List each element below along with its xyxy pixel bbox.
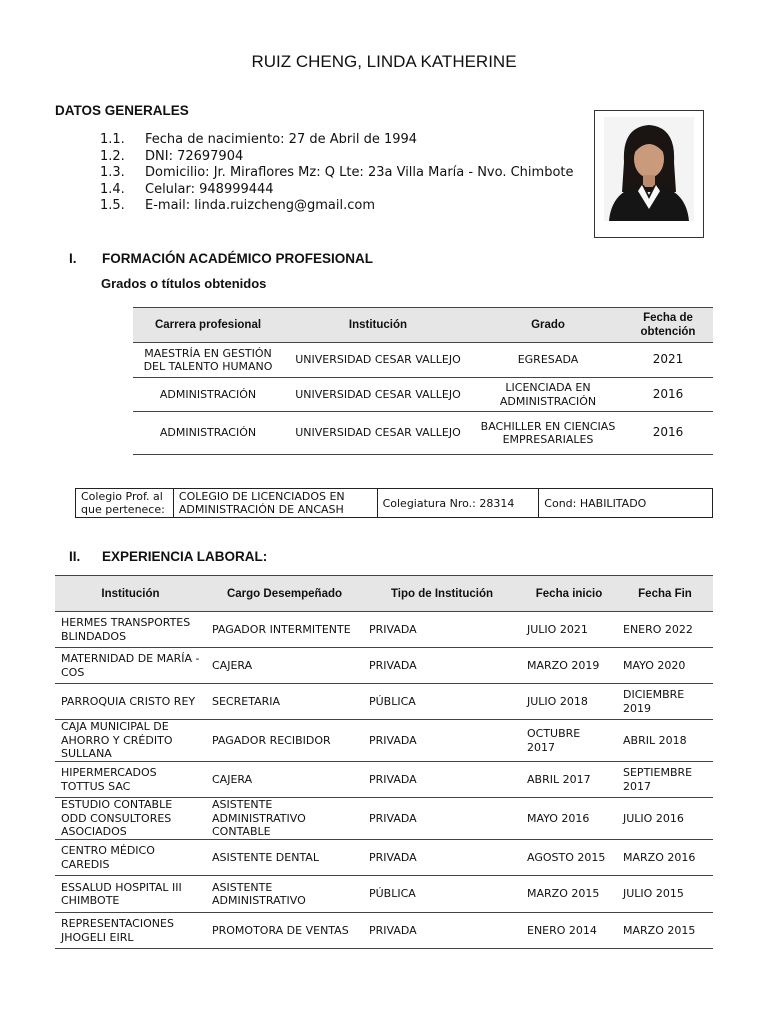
column-header: Tipo de Institución bbox=[363, 576, 521, 612]
table-cell: ADMINISTRACIÓN bbox=[133, 378, 283, 412]
table-cell: JULIO 2018 bbox=[521, 684, 617, 720]
table-row bbox=[55, 913, 713, 949]
table-cell: UNIVERSIDAD CESAR VALLEJO bbox=[283, 378, 473, 412]
table-cell: 2016 bbox=[623, 378, 713, 412]
table-cell: MAYO 2020 bbox=[617, 648, 713, 684]
table-cell: ENERO 2022 bbox=[617, 612, 713, 648]
table-cell: PÚBLICA bbox=[363, 876, 521, 913]
experiencia-heading: EXPERIENCIA LABORAL: bbox=[102, 549, 268, 564]
table-cell: PRIVADA bbox=[363, 720, 521, 762]
table-cell: ASISTENTE ADMINISTRATIVO bbox=[206, 876, 363, 913]
table-cell: PÚBLICA bbox=[363, 684, 521, 720]
datos-generales-heading: DATOS GENERALES bbox=[55, 103, 189, 118]
table-row bbox=[55, 798, 713, 840]
table-cell: CAJERA bbox=[206, 648, 363, 684]
table-cell: HERMES TRANSPORTES BLINDADOS bbox=[55, 612, 206, 648]
list-item: 1.5. E-mail: linda.ruizcheng@gmail.com bbox=[100, 198, 375, 214]
experiencia-table bbox=[55, 575, 713, 949]
table-cell: ABRIL 2018 bbox=[617, 720, 713, 762]
table-cell: ASISTENTE DENTAL bbox=[206, 840, 363, 876]
table-cell: ABRIL 2017 bbox=[521, 762, 617, 798]
table-cell: EGRESADA bbox=[473, 343, 623, 378]
cv-name: RUIZ CHENG, LINDA KATHERINE bbox=[251, 52, 517, 71]
table-cell: MARZO 2015 bbox=[617, 913, 713, 949]
table-cell: PRIVADA bbox=[363, 840, 521, 876]
colegio-condicion: Cond: HABILITADO bbox=[539, 489, 713, 518]
table-cell: AGOSTO 2015 bbox=[521, 840, 617, 876]
column-header: Fecha Fin bbox=[617, 576, 713, 612]
colegio-name: COLEGIO DE LICENCIADOS EN ADMINISTRACIÓN DE ANCASH bbox=[173, 489, 377, 518]
table-row bbox=[55, 612, 713, 648]
colegio-label: Colegio Prof. al que pertenece: bbox=[76, 489, 174, 518]
table-cell: PRIVADA bbox=[363, 913, 521, 949]
column-header: Carrera profesional bbox=[133, 308, 283, 343]
table-cell: MARZO 2015 bbox=[521, 876, 617, 913]
table-cell: JULIO 2016 bbox=[617, 798, 713, 840]
table-cell: MAYO 2016 bbox=[521, 798, 617, 840]
grados-subheading: Grados o títulos obtenidos bbox=[101, 276, 267, 291]
table-cell: SECRETARIA bbox=[206, 684, 363, 720]
table-cell: SEPTIEMBRE 2017 bbox=[617, 762, 713, 798]
portrait-image bbox=[604, 117, 694, 233]
table-cell: HIPERMERCADOS TOTTUS SAC bbox=[55, 762, 206, 798]
table-cell: CAJA MUNICIPAL DE AHORRO Y CRÉDITO SULLANA bbox=[55, 720, 206, 762]
table-cell: PROMOTORA DE VENTAS bbox=[206, 913, 363, 949]
table-row bbox=[55, 684, 713, 720]
table-cell: PAGADOR INTERMITENTE bbox=[206, 612, 363, 648]
colegiatura-number: Colegiatura Nro.: 28314 bbox=[377, 489, 539, 518]
table-cell: MATERNIDAD DE MARÍA - COS bbox=[55, 648, 206, 684]
table-cell: MARZO 2019 bbox=[521, 648, 617, 684]
table-row bbox=[55, 840, 713, 876]
table-cell: LICENCIADA EN ADMINISTRACIÓN bbox=[473, 378, 623, 412]
list-item: 1.4. Celular: 948999444 bbox=[100, 181, 274, 197]
formacion-heading: FORMACIÓN ACADÉMICO PROFESIONAL bbox=[102, 251, 373, 266]
table-cell: DICIEMBRE 2019 bbox=[617, 684, 713, 720]
list-item: 1.3. Domicilio: Jr. Miraflores Mz: Q Lte: 23a Villa María - Nvo. Chimbote bbox=[100, 165, 574, 181]
column-header: Institución bbox=[55, 576, 206, 612]
table-cell: ESSALUD HOSPITAL III CHIMBOTE bbox=[55, 876, 206, 913]
column-header: Institución bbox=[283, 308, 473, 343]
table-cell: CAJERA bbox=[206, 762, 363, 798]
table-cell: PRIVADA bbox=[363, 762, 521, 798]
column-header: Fecha inicio bbox=[521, 576, 617, 612]
table-row bbox=[55, 876, 713, 913]
table-row bbox=[55, 720, 713, 762]
table-header-row bbox=[55, 576, 713, 612]
table-cell: OCTUBRE 2017 bbox=[521, 720, 617, 762]
table-cell: REPRESENTACIONES JHOGELI EIRL bbox=[55, 913, 206, 949]
column-header: Grado bbox=[473, 308, 623, 343]
table-row bbox=[133, 378, 713, 412]
table-row bbox=[133, 412, 713, 455]
table-header-row bbox=[133, 308, 713, 343]
list-item: 1.2. DNI: 72697904 bbox=[100, 148, 244, 164]
table-cell: 2016 bbox=[623, 412, 713, 455]
table-row bbox=[133, 343, 713, 378]
table-cell: PRIVADA bbox=[363, 648, 521, 684]
table-cell: PAGADOR RECIBIDOR bbox=[206, 720, 363, 762]
table-cell: PARROQUIA CRISTO REY bbox=[55, 684, 206, 720]
table-cell: PRIVADA bbox=[363, 798, 521, 840]
table-cell: BACHILLER EN CIENCIAS EMPRESARIALES bbox=[473, 412, 623, 455]
table-cell: UNIVERSIDAD CESAR VALLEJO bbox=[283, 343, 473, 378]
column-header: Cargo Desempeñado bbox=[206, 576, 363, 612]
table-cell: PRIVADA bbox=[363, 612, 521, 648]
datos-generales-list bbox=[100, 132, 574, 215]
table-cell: JULIO 2015 bbox=[617, 876, 713, 913]
table-cell: MAESTRÍA EN GESTIÓN DEL TALENTO HUMANO bbox=[133, 343, 283, 378]
table-cell: MARZO 2016 bbox=[617, 840, 713, 876]
column-header: Fecha de obtención bbox=[623, 308, 713, 343]
table-row bbox=[76, 489, 713, 518]
table-row bbox=[55, 648, 713, 684]
table-cell: ASISTENTE ADMINISTRATIVO CONTABLE bbox=[206, 798, 363, 840]
grados-table bbox=[133, 307, 713, 455]
table-row bbox=[55, 762, 713, 798]
table-cell: UNIVERSIDAD CESAR VALLEJO bbox=[283, 412, 473, 455]
table-cell: CENTRO MÉDICO CAREDIS bbox=[55, 840, 206, 876]
section-i-numeral: I. bbox=[69, 251, 77, 266]
table-cell: 2021 bbox=[623, 343, 713, 378]
profile-photo bbox=[594, 110, 704, 238]
section-ii-numeral: II. bbox=[69, 549, 81, 564]
table-cell: JULIO 2021 bbox=[521, 612, 617, 648]
list-item: 1.1. Fecha de nacimiento: 27 de Abril de 1994 bbox=[100, 132, 418, 147]
colegio-table bbox=[75, 488, 713, 518]
table-cell: ENERO 2014 bbox=[521, 913, 617, 949]
table-cell: ADMINISTRACIÓN bbox=[133, 412, 283, 455]
table-cell: ESTUDIO CONTABLE ODD CONSULTORES ASOCIADOS bbox=[55, 798, 206, 840]
